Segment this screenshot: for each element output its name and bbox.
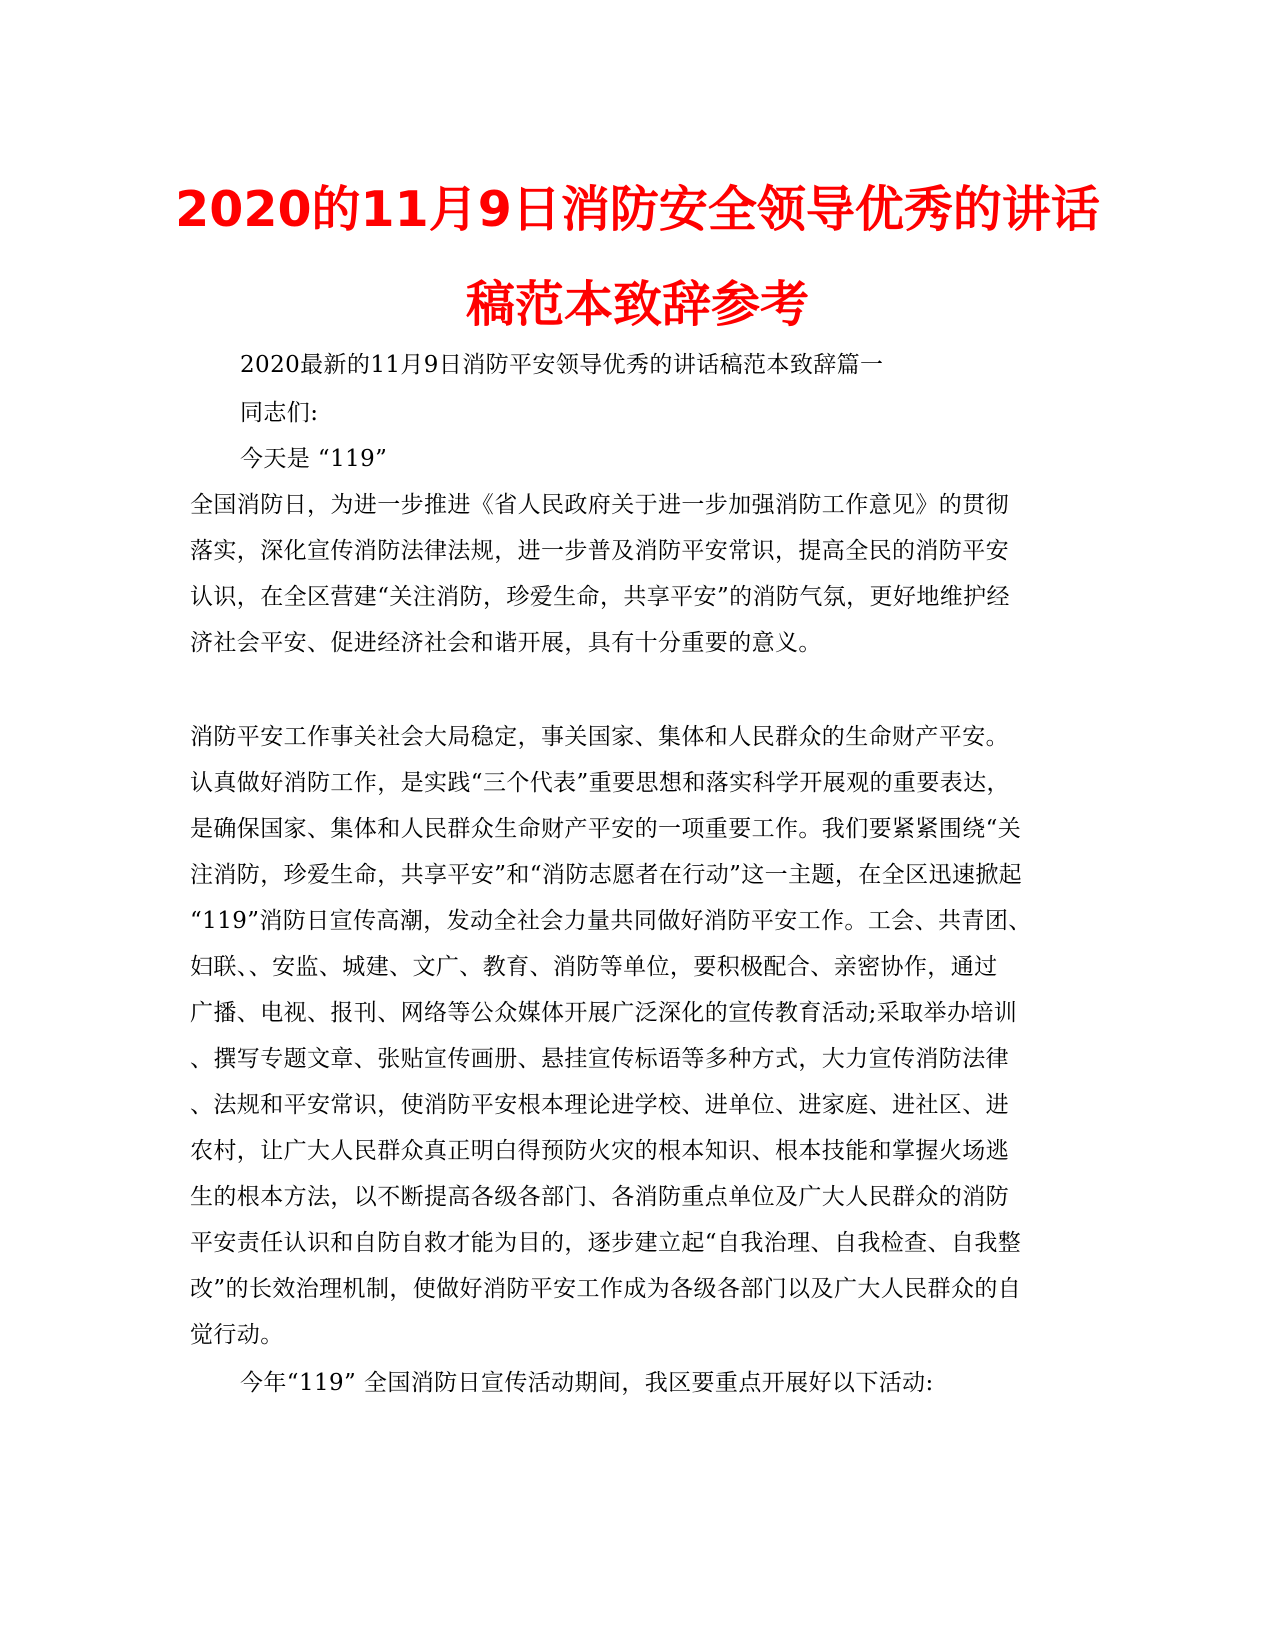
paragraph-1-line: 认识，在全区营建“关注消防，珍爱生命，共享平安”的消防气氛，更好地维护经: [190, 584, 1010, 610]
paragraph-2-line: 是确保国家、集体和人民群众生命财产平安的一项重要工作。我们要紧紧围绕“关: [190, 816, 1022, 842]
paragraph-1-line: 落实，深化宣传消防法律法规，进一步普及消防平安常识，提高全民的消防平安: [190, 538, 1009, 564]
paragraph-2-line: 农村，让广大人民群众真正明白得预防火灾的根本知识、根本技能和掌握火场逃: [190, 1138, 1009, 1164]
paragraph-2-line: 觉行动。: [190, 1322, 284, 1348]
paragraph-2-line: 广播、电视、报刊、网络等公众媒体开展广泛深化的宣传教育活动;采取举办培训: [190, 1000, 1018, 1026]
paragraph-2-line: 改”的长效治理机制，使做好消防平安工作成为各级各部门以及广大人民群众的自: [190, 1276, 1022, 1302]
paragraph-2-line: 平安责任认识和自防自救才能为目的，逐步建立起“自我治理、自我检查、自我整: [190, 1230, 1022, 1256]
document-title-line-1: 2020的11月9日消防安全领导优秀的讲话: [175, 181, 1100, 238]
document-title-line-2: 稿范本致辞参考: [465, 276, 809, 333]
closing-line: 今年“119” 全国消防日宣传活动期间，我区要重点开展好以下活动:: [240, 1370, 934, 1396]
greeting: 同志们:: [240, 400, 319, 426]
paragraph-2-line: 妇联、、安监、城建、文广、教育、消防等单位，要积极配合、亲密协作，通过: [190, 954, 998, 980]
paragraph-2-line: “119”消防日宣传高潮，发动全社会力量共同做好消防平安工作。工会、共青团、: [190, 908, 1032, 934]
speech-subtitle: 2020最新的11月9日消防平安领导优秀的讲话稿范本致辞篇一: [240, 352, 884, 378]
paragraph-1-line: 全国消防日，为进一步推进《省人民政府关于进一步加强消防工作意见》的贯彻: [190, 492, 1009, 518]
opening-line: 今天是 “119”: [240, 446, 388, 472]
paragraph-2-line: 、撰写专题文章、张贴宣传画册、悬挂宣传标语等多种方式，大力宣传消防法律: [190, 1046, 1009, 1072]
paragraph-2-line: 生的根本方法，以不断提高各级各部门、各消防重点单位及广大人民群众的消防: [190, 1184, 1009, 1210]
paragraph-2-line: 消防平安工作事关社会大局稳定，事关国家、集体和人民群众的生命财产平安。: [190, 724, 1009, 750]
paragraph-2-line: 、法规和平安常识，使消防平安根本理论进学校、进单位、进家庭、进社区、进: [190, 1092, 1009, 1118]
paragraph-2-line: 认真做好消防工作，是实践“三个代表”重要思想和落实科学开展观的重要表达，: [190, 770, 1010, 796]
paragraph-2-line: 注消防，珍爱生命，共享平安”和“消防志愿者在行动”这一主题，在全区迅速掀起: [190, 862, 1023, 888]
paragraph-1-line: 济社会平安、促进经济社会和谐开展，具有十分重要的意义。: [190, 630, 822, 656]
